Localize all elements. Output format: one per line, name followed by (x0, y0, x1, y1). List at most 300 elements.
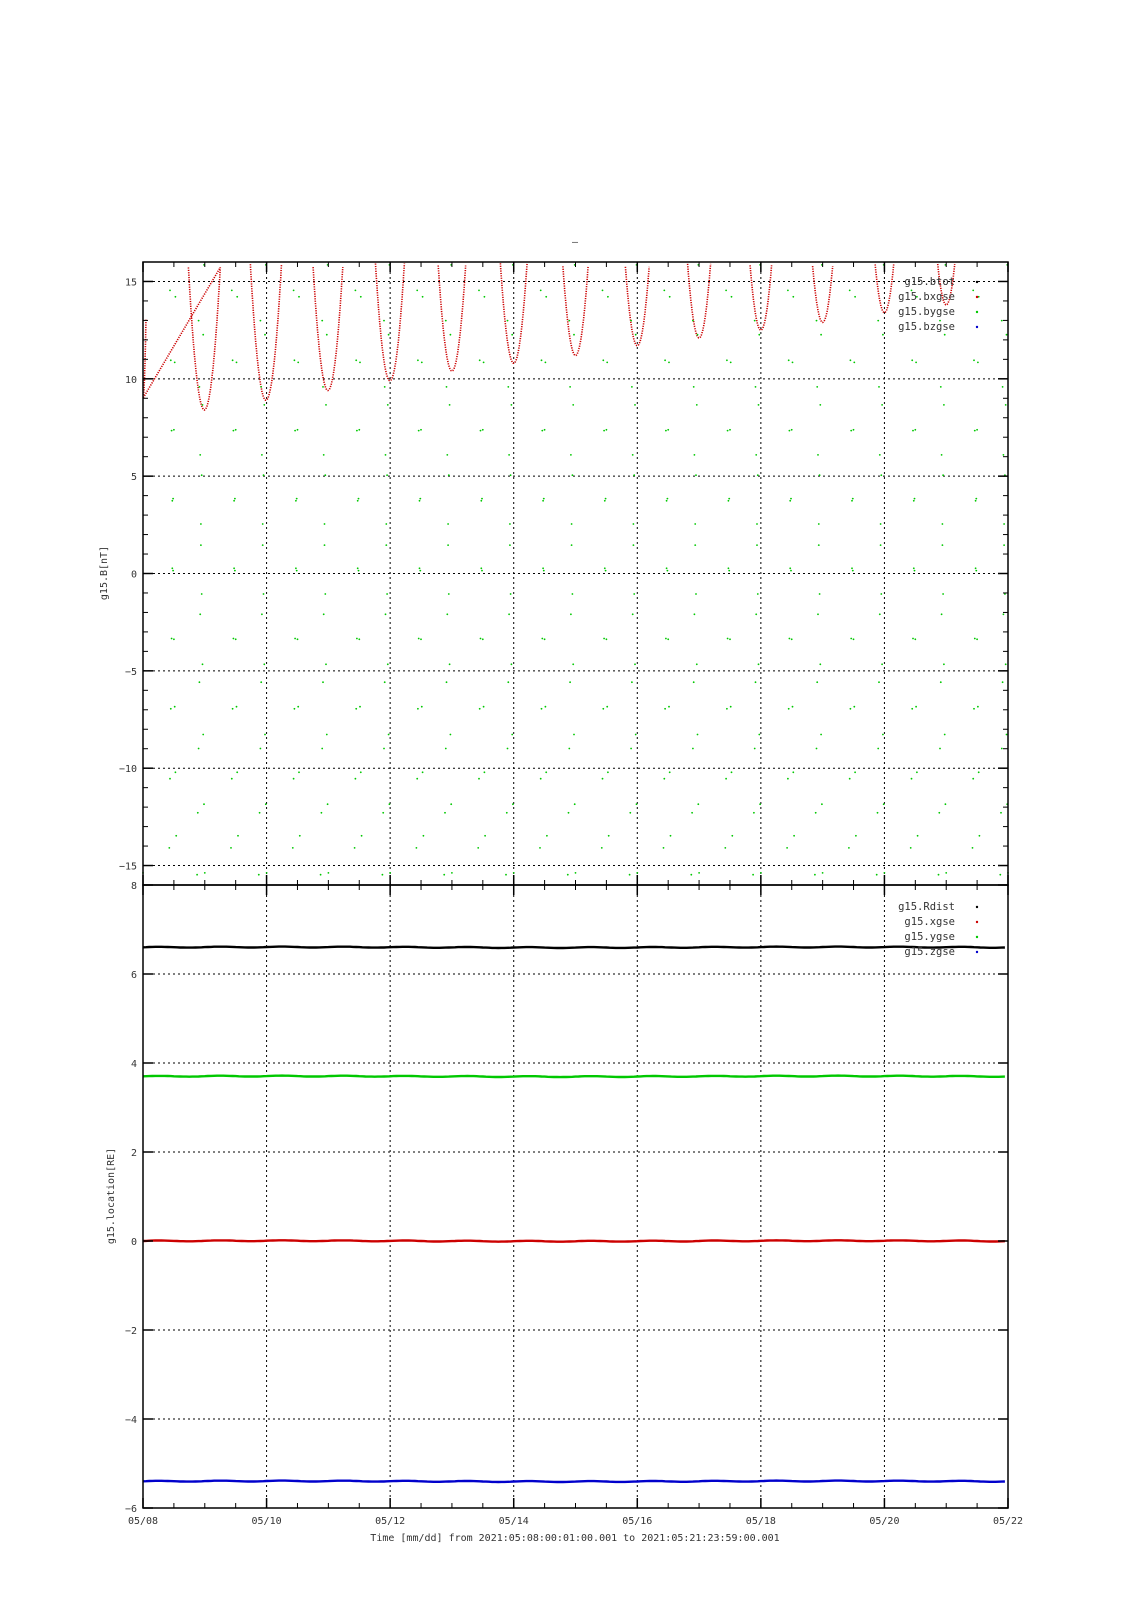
bygse-point (445, 320, 447, 322)
bygse-point (725, 290, 727, 292)
bygse-point (816, 386, 818, 388)
bygse-point (422, 296, 424, 298)
bygse-point (608, 835, 610, 837)
bygse-point (791, 429, 793, 431)
bygse-point (945, 872, 947, 874)
bygse-point (881, 404, 883, 406)
bygse-point (481, 498, 483, 500)
bygse-point (236, 362, 238, 364)
x-tick-label: 05/18 (745, 1516, 776, 1527)
bygse-point (914, 429, 916, 431)
bygse-point (731, 296, 733, 298)
bygse-point (975, 498, 977, 500)
bygse-point (419, 570, 421, 572)
bygse-point (169, 778, 171, 780)
bygse-point (355, 290, 357, 292)
bygse-point (323, 454, 325, 456)
bygse-point (602, 778, 604, 780)
bygse-point (416, 778, 418, 780)
bygse-point (321, 812, 323, 814)
bygse-point (546, 835, 548, 837)
bygse-point (978, 771, 980, 773)
bygse-point (758, 404, 760, 406)
bygse-point (479, 708, 481, 710)
bygse-point (631, 386, 633, 388)
bygse-point (389, 803, 391, 805)
bygse-point (568, 748, 570, 750)
bygse-point (605, 498, 607, 500)
bygse-point (570, 454, 572, 456)
bygse-point (1005, 663, 1007, 665)
panel1-data (142, 263, 1009, 875)
legend-label: g15.bygse (898, 306, 955, 318)
bygse-point (633, 523, 635, 525)
bygse-point (692, 748, 694, 750)
bygse-point (173, 638, 175, 640)
bygse-point (202, 334, 204, 336)
bygse-point (755, 454, 757, 456)
bygse-point (632, 454, 634, 456)
bygse-point (386, 474, 388, 476)
bygse-point (1006, 734, 1008, 736)
bygse-point (483, 362, 485, 364)
bygse-point (726, 708, 728, 710)
bygse-point (542, 567, 544, 569)
x-tick-label: 05/12 (375, 1516, 406, 1527)
bygse-point (262, 523, 264, 525)
bygse-point (484, 296, 486, 298)
bygse-point (422, 771, 424, 773)
bygse-point (1003, 454, 1005, 456)
bygse-point (787, 778, 789, 780)
bygse-point (817, 454, 819, 456)
legend-label: g15.bzgse (898, 321, 955, 333)
bygse-point (171, 500, 173, 502)
bygse-point (172, 498, 174, 500)
bygse-point (262, 544, 264, 546)
bygse-point (820, 734, 822, 736)
bygse-point (297, 706, 299, 708)
bygse-point (323, 613, 325, 615)
bygse-point (727, 430, 729, 432)
bygse-point (418, 638, 420, 640)
bygse-point (386, 593, 388, 595)
bygse-point (358, 498, 360, 500)
bygse-point (233, 500, 235, 502)
bygse-point (635, 734, 637, 736)
bygse-point (1003, 523, 1005, 525)
bygse-point (235, 429, 237, 431)
bygse-point (420, 638, 422, 640)
bygse-point (478, 778, 480, 780)
bygse-point (819, 474, 821, 476)
bygse-point (816, 681, 818, 683)
bygse-point (294, 708, 296, 710)
bygse-point (299, 835, 301, 837)
bygse-point (601, 847, 603, 849)
bygse-point (636, 803, 638, 805)
bygse-point (630, 320, 632, 322)
bygse-point (168, 847, 170, 849)
bygse-point (450, 734, 452, 736)
bygse-point (506, 812, 508, 814)
bygse-point (754, 748, 756, 750)
bygse-point (944, 334, 946, 336)
bxgse-dip-mark (688, 264, 711, 338)
bygse-point (853, 362, 855, 364)
bygse-point (663, 847, 665, 849)
bygse-point (973, 708, 975, 710)
legend-swatch (976, 951, 978, 953)
bygse-point (236, 296, 238, 298)
bygse-point (665, 638, 667, 640)
bygse-point (449, 663, 451, 665)
y-tick-label: 4 (130, 1059, 137, 1070)
bygse-point (444, 812, 446, 814)
bygse-point (202, 404, 204, 406)
bygse-point (944, 734, 946, 736)
bygse-point (850, 708, 852, 710)
panel2-legend (898, 901, 978, 958)
bygse-point (788, 708, 790, 710)
bygse-point (356, 638, 358, 640)
bygse-point (757, 474, 759, 476)
bygse-point (297, 362, 299, 364)
bygse-point (974, 638, 976, 640)
bygse-point (384, 681, 386, 683)
x-axis-label: Time [mm/dd] from 2021:05:08:00:01:00.001 to 2021:05:21:23:59:00.001 (370, 1533, 780, 1544)
bygse-point (568, 320, 570, 322)
bygse-point (446, 386, 448, 388)
bygse-point (882, 334, 884, 336)
bygse-point (264, 334, 266, 336)
panel1-grid (143, 262, 1008, 885)
bygse-point (233, 638, 235, 640)
bygse-point (357, 567, 359, 569)
bygse-point (850, 430, 852, 432)
bygse-point (697, 803, 699, 805)
bygse-point (541, 430, 543, 432)
bygse-point (604, 500, 606, 502)
bygse-point (633, 593, 635, 595)
bygse-point (571, 523, 573, 525)
bygse-point (1006, 334, 1008, 336)
x-tick-label: 05/14 (498, 1516, 529, 1527)
bygse-point (294, 430, 296, 432)
bygse-point (263, 663, 265, 665)
bygse-point (633, 474, 635, 476)
bygse-point (357, 500, 359, 502)
bygse-point (853, 706, 855, 708)
bygse-point (728, 500, 730, 502)
bygse-point (668, 706, 670, 708)
bygse-point (943, 663, 945, 665)
bygse-point (938, 812, 940, 814)
bygse-point (695, 474, 697, 476)
y-tick-label: 0 (130, 569, 137, 581)
bygse-point (542, 500, 544, 502)
y-tick-label: 15 (124, 277, 137, 289)
bygse-point (790, 498, 792, 500)
bygse-point (606, 638, 608, 640)
bygse-point (359, 706, 361, 708)
bygse-point (541, 359, 543, 361)
bygse-point (979, 835, 981, 837)
bygse-point (507, 320, 509, 322)
bygse-point (975, 570, 977, 572)
bygse-point (382, 874, 384, 876)
bygse-point (941, 613, 943, 615)
bygse-point (385, 544, 387, 546)
bygse-point (260, 681, 262, 683)
bygse-point (603, 638, 605, 640)
bygse-point (914, 638, 916, 640)
bygse-point (326, 334, 328, 336)
bygse-point (852, 498, 854, 500)
bygse-point (296, 498, 298, 500)
bygse-point (724, 847, 726, 849)
bygse-point (605, 570, 607, 572)
bygse-point (667, 638, 669, 640)
bygse-point (821, 803, 823, 805)
bygse-point (850, 638, 852, 640)
bygse-point (235, 638, 237, 640)
bygse-point (728, 570, 730, 572)
bygse-point (294, 359, 296, 361)
legend-swatch (976, 921, 978, 923)
bygse-point (975, 567, 977, 569)
bygse-point (237, 835, 239, 837)
bygse-point (855, 835, 857, 837)
bygse-point (296, 570, 298, 572)
y-tick-label: −10 (118, 764, 137, 776)
bygse-point (541, 708, 543, 710)
bygse-point (726, 359, 728, 361)
bygse-point (326, 734, 328, 736)
legend-label: g15.ygse (904, 931, 955, 943)
bygse-point (670, 835, 672, 837)
bygse-point (728, 498, 730, 500)
bygse-point (358, 570, 360, 572)
bygse-point (972, 290, 974, 292)
bygse-point (417, 708, 419, 710)
bygse-point (815, 812, 817, 814)
bygse-point (633, 544, 635, 546)
bygse-point (505, 874, 507, 876)
bygse-point (693, 681, 695, 683)
bygse-point (880, 474, 882, 476)
bygse-point (940, 681, 942, 683)
bygse-point (972, 778, 974, 780)
bygse-point (569, 681, 571, 683)
bygse-point (236, 706, 238, 708)
bygse-point (819, 593, 821, 595)
bygse-point (175, 771, 177, 773)
bygse-point (912, 430, 914, 432)
bygse-point (787, 290, 789, 292)
bygse-point (789, 638, 791, 640)
bygse-point (540, 290, 542, 292)
bygse-point (788, 359, 790, 361)
bygse-point (789, 567, 791, 569)
bygse-point (419, 500, 421, 502)
bygse-point (385, 523, 387, 525)
bygse-point (1001, 320, 1003, 322)
bygse-point (322, 681, 324, 683)
bygse-point (1003, 613, 1005, 615)
bygse-point (792, 771, 794, 773)
bygse-point (789, 430, 791, 432)
bygse-point (754, 320, 756, 322)
bygse-point (878, 386, 880, 388)
bygse-point (261, 613, 263, 615)
bygse-point (603, 430, 605, 432)
x-tick-label: 05/10 (251, 1516, 282, 1527)
bygse-point (509, 544, 511, 546)
bygse-point (387, 404, 389, 406)
bygse-point (513, 872, 515, 874)
bygse-point (232, 708, 234, 710)
bygse-point (173, 429, 175, 431)
bygse-point (261, 454, 263, 456)
bygse-point (692, 320, 694, 322)
bygse-point (233, 430, 235, 432)
y-tick-label: −5 (124, 666, 137, 678)
chart-title-mark: – (571, 237, 579, 248)
bygse-point (449, 404, 451, 406)
bygse-point (854, 771, 856, 773)
bygse-point (755, 386, 757, 388)
bygse-point (851, 500, 853, 502)
x-tick-label: 05/08 (127, 1516, 159, 1527)
bygse-point (382, 812, 384, 814)
bygse-point (942, 523, 944, 525)
bygse-point (876, 874, 878, 876)
y-tick-label: −6 (124, 1504, 137, 1515)
bygse-point (883, 803, 885, 805)
bygse-point (730, 706, 732, 708)
bygse-point (819, 404, 821, 406)
bygse-point (916, 771, 918, 773)
bygse-point (977, 362, 979, 364)
series-line-xgse (143, 1240, 1005, 1241)
bygse-point (917, 835, 919, 837)
bygse-point (510, 474, 512, 476)
bygse-point (630, 748, 632, 750)
bygse-point (484, 771, 486, 773)
y-tick-label: −2 (124, 1326, 137, 1337)
bygse-point (571, 544, 573, 546)
legend-swatch (976, 281, 978, 283)
bygse-point (389, 872, 391, 874)
bygse-point (545, 296, 547, 298)
bygse-point (174, 706, 176, 708)
bxgse-dip-mark (438, 266, 465, 372)
bygse-point (198, 748, 200, 750)
x-tick-label: 05/20 (869, 1516, 900, 1527)
bygse-point (320, 874, 322, 876)
bygse-point (265, 803, 267, 805)
y-tick-label: 8 (130, 881, 137, 892)
bygse-point (360, 296, 362, 298)
bygse-point (324, 544, 326, 546)
bygse-point (791, 638, 793, 640)
bygse-point (361, 835, 363, 837)
bygse-point (567, 874, 569, 876)
bygse-point (755, 681, 757, 683)
bygse-point (419, 567, 421, 569)
bygse-point (822, 872, 824, 874)
bygse-point (297, 638, 299, 640)
bygse-point (730, 362, 732, 364)
bygse-point (172, 570, 174, 572)
bygse-point (1002, 386, 1004, 388)
bygse-point (507, 681, 509, 683)
bygse-point (169, 290, 171, 292)
bygse-point (358, 429, 360, 431)
legend-swatch (976, 311, 978, 313)
bygse-point (697, 734, 699, 736)
bygse-point (574, 803, 576, 805)
bygse-point (385, 613, 387, 615)
bygse-point (852, 570, 854, 572)
legend-label: g15.xgse (904, 916, 955, 928)
bygse-point (297, 429, 299, 431)
bygse-point (443, 874, 445, 876)
bygse-point (383, 320, 385, 322)
bygse-point (419, 498, 421, 500)
bygse-point (263, 593, 265, 595)
bygse-point (727, 638, 729, 640)
panel1-legend (898, 276, 978, 333)
bygse-point (298, 296, 300, 298)
bygse-point (911, 708, 913, 710)
bxgse-dip-mark (813, 266, 833, 322)
bygse-point (911, 359, 913, 361)
bygse-point (511, 334, 513, 336)
bygse-point (171, 567, 173, 569)
bygse-point (171, 638, 173, 640)
bygse-point (698, 872, 700, 874)
bygse-point (606, 706, 608, 708)
bygse-point (604, 567, 606, 569)
bygse-point (814, 874, 816, 876)
bygse-point (786, 847, 788, 849)
bygse-point (853, 638, 855, 640)
bygse-point (234, 498, 236, 500)
bygse-point (508, 454, 510, 456)
bygse-point (231, 290, 233, 292)
bygse-point (324, 523, 326, 525)
bygse-point (450, 803, 452, 805)
bygse-point (512, 803, 514, 805)
bygse-point (915, 706, 917, 708)
bygse-point (481, 570, 483, 572)
bygse-point (203, 803, 205, 805)
bygse-point (355, 708, 357, 710)
bygse-point (358, 638, 360, 640)
bygse-point (480, 500, 482, 502)
bygse-point (447, 523, 449, 525)
bygse-point (232, 359, 234, 361)
bygse-point (879, 454, 881, 456)
x-tick-label: 05/22 (992, 1516, 1024, 1527)
bygse-point (421, 706, 423, 708)
panel2-grid (143, 885, 1008, 1508)
bygse-point (510, 593, 512, 595)
bygse-point (421, 362, 423, 364)
bygse-point (693, 386, 695, 388)
